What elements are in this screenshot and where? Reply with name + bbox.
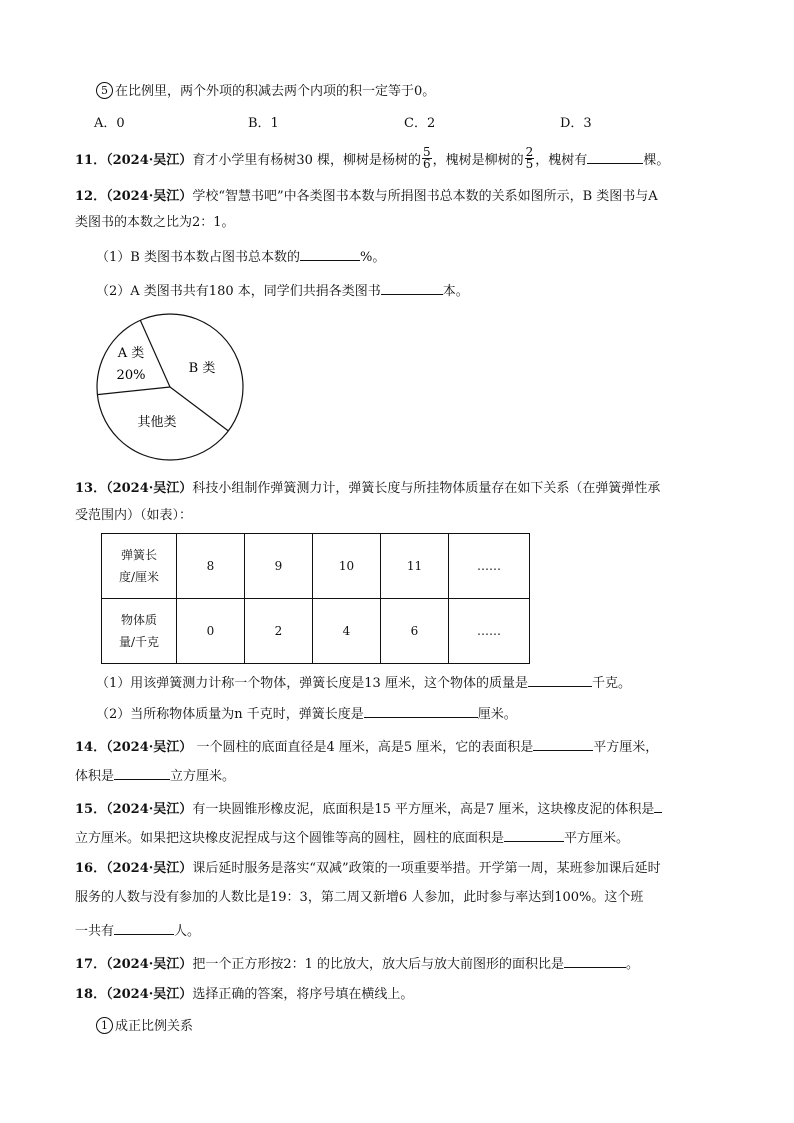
- pie-divider-b: [97, 387, 170, 395]
- data-table: [101, 533, 530, 664]
- q10-option-c: C．2: [404, 116, 436, 131]
- question-12-line1: [75, 187, 658, 207]
- table-cell: 9: [245, 534, 313, 599]
- q14-number: 14．: [75, 740, 107, 755]
- table-cell: 8: [177, 534, 245, 599]
- q13-sub1: （1）用该弹簧测力计称一个物体，弹簧长度是13 厘米，这个物体的质量是 千克。: [96, 672, 631, 694]
- table-cell: 11: [381, 534, 449, 599]
- q12-line2: 类图书的本数之比为2：1。: [75, 215, 235, 230]
- answer-blank[interactable]: [564, 953, 626, 968]
- table-row: [102, 534, 530, 599]
- q17-source: （2024·吴江）: [106, 957, 193, 972]
- fraction-5-6: $\frac{5}{6}$: [423, 145, 431, 171]
- q17-number: 17．: [75, 957, 107, 972]
- q13-number: 13．: [75, 481, 107, 496]
- q12-sub1: （1）B 类图书本数占图书总本数的 %。: [96, 246, 385, 268]
- table-row: [102, 599, 530, 664]
- q16-line3: 一共有 人。: [75, 920, 200, 942]
- q11-text4: 棵。: [643, 153, 670, 168]
- slice-value-a: 20%: [116, 368, 146, 383]
- answer-blank[interactable]: [114, 920, 174, 935]
- q18-source: （2024·吴江）: [106, 987, 193, 1002]
- pie-divider-c: [170, 387, 228, 431]
- q11-text2: ，槐树是柳树的: [432, 153, 524, 168]
- answer-blank[interactable]: [528, 672, 592, 687]
- q15-number: 15．: [75, 802, 107, 817]
- q11-text1: 育才小学里有杨树30 棵，柳树是杨树的: [192, 153, 421, 168]
- q13-source: （2024·吴江）: [106, 481, 193, 496]
- slice-label-b: B 类: [188, 361, 216, 376]
- circled-number: 1: [96, 1017, 113, 1034]
- table-cell: 10: [313, 534, 381, 599]
- slice-label-a: A 类: [117, 346, 145, 361]
- table-cell: ……: [449, 599, 530, 664]
- q16-source: （2024·吴江）: [106, 861, 193, 876]
- q13-sub2: （2）当所称物体质量为n 千克时，弹簧长度是 厘米。: [96, 703, 517, 725]
- answer-blank[interactable]: [300, 246, 360, 261]
- row-header: 弹簧长 度/厘米: [102, 534, 177, 599]
- q10-item5: [96, 82, 435, 102]
- q15-line2: 立方厘米。如果把这块橡皮泥捏成与这个圆锥等高的圆柱，圆柱的底面积是 平方厘米。: [75, 827, 629, 849]
- answer-blank[interactable]: [381, 280, 443, 295]
- question-17: 17．（2024·吴江）把一个正方形按2：1 的比放大，放大后与放大前图形的面积比是 。: [75, 953, 639, 975]
- pie-chart: [90, 312, 250, 462]
- q12-number: 12．: [75, 189, 107, 204]
- answer-blank[interactable]: [587, 149, 643, 164]
- answer-blank[interactable]: [533, 736, 593, 751]
- circled-number: 5: [96, 82, 113, 99]
- fraction-2-5: $\frac{2}{5}$: [525, 145, 534, 171]
- table-cell: 0: [177, 599, 245, 664]
- question-15-line1: 15．（2024·吴江）有一块圆锥形橡皮泥，底面积是15 平方厘米，高是7 厘米，这块橡皮泥的体积是: [75, 798, 662, 820]
- q10-option-d: D．3: [560, 116, 592, 131]
- answer-blank[interactable]: [504, 827, 564, 842]
- question-18: 18．（2024·吴江）选择正确的答案，将序号填在横线上。: [75, 987, 414, 1002]
- q13-line2: 受范围内）（如表）：: [75, 508, 193, 523]
- answer-blank[interactable]: [654, 798, 662, 813]
- q11-source: （2024·吴江）: [106, 153, 193, 168]
- q18-item1: 1 成正比例关系: [96, 1017, 193, 1037]
- table-cell: 2: [245, 599, 313, 664]
- q15-source: （2024·吴江）: [106, 802, 193, 817]
- question-14-line1: 14．（2024·吴江） 一个圆柱的底面直径是4 厘米，高是5 厘米，它的表面积是 平方厘米，: [75, 736, 658, 758]
- slice-label-other: 其他类: [137, 415, 177, 430]
- q12-line1-text: 学校“智慧书吧”中各类图书本数与所捐图书总本数的关系如图所示，B 类图书与A: [192, 189, 658, 204]
- answer-blank[interactable]: [114, 765, 170, 780]
- q18-number: 18．: [75, 987, 107, 1002]
- q11-number: 11．: [75, 153, 107, 168]
- q12-source: （2024·吴江）: [106, 189, 193, 204]
- question-16-line1: 16．（2024·吴江）课后延时服务是落实“双减”政策的一项重要举措。开学第一周，某班参加课后延时: [75, 861, 661, 876]
- row-header: 物体质 量/千克: [102, 599, 177, 664]
- q10-option-b: B．1: [248, 116, 279, 131]
- q16-number: 16．: [75, 861, 107, 876]
- q14-line2: 体积是 立方厘米。: [75, 765, 235, 787]
- answer-blank[interactable]: [364, 703, 478, 718]
- table-cell: ……: [449, 534, 530, 599]
- q12-sub2: （2）A 类图书共有180 本，同学们共捐各类图书 本。: [96, 280, 469, 302]
- q16-line2: 服务的人数与没有参加的人数比是19：3，第二周又新增6 人参加，此时参与率达到100%。这个班: [75, 890, 644, 905]
- q10-option-a: A．0: [94, 116, 125, 131]
- q14-source: （2024·吴江）: [106, 740, 193, 755]
- question-13-line1: 13．（2024·吴江）科技小组制作弹簧测力计，弹簧长度与所挂物体质量存在如下关系（在弹簧弹性承: [75, 481, 661, 496]
- question-11: [75, 145, 670, 172]
- q10-item5-text: 在比例里，两个外项的积减去两个内项的积一定等于0。: [115, 84, 436, 99]
- table-cell: 4: [313, 599, 381, 664]
- q11-text3: ，槐树有: [535, 153, 588, 168]
- table-cell: 6: [381, 599, 449, 664]
